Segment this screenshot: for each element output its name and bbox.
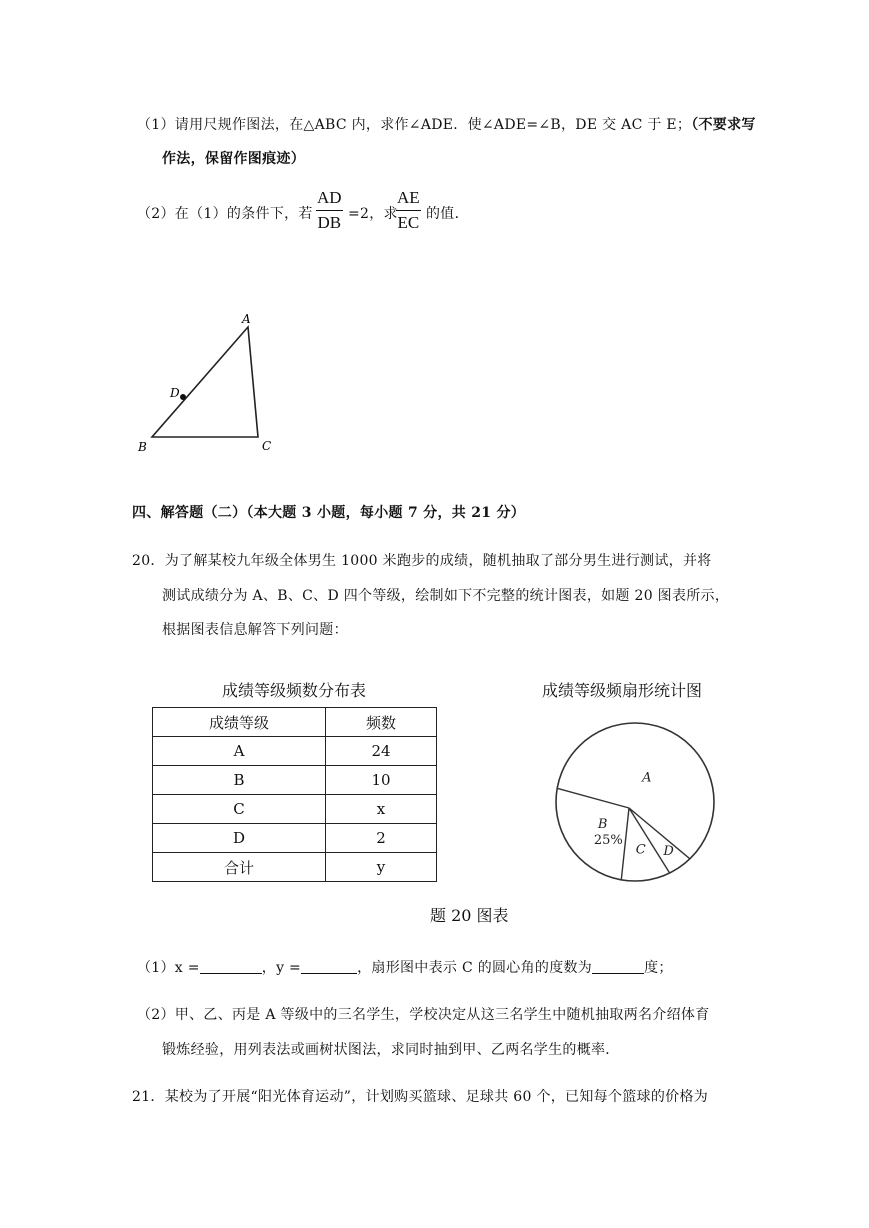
pie-slice-c bbox=[629, 808, 670, 873]
table-row bbox=[153, 853, 437, 882]
section-heading: 四、解答题（二）（本大题 3 小题，每小题 7 分，共 21 分） bbox=[132, 505, 526, 521]
sub1-text-x: （1）x = bbox=[137, 960, 200, 976]
fraction-numerator: AD bbox=[316, 188, 343, 211]
q19-part1-note: （不要求写 bbox=[691, 117, 756, 133]
label-c: C bbox=[262, 439, 272, 453]
table-row bbox=[153, 737, 437, 766]
q19-part2-mid: =2，求 bbox=[348, 206, 398, 222]
fraction-ae-ec bbox=[396, 188, 421, 233]
sub1-text-degree: 度； bbox=[644, 960, 673, 976]
pie-chart-title: 成绩等级频扇形统计图 bbox=[542, 681, 703, 700]
q19-part2-prefix: （2）在（1）的条件下，若 bbox=[137, 206, 313, 222]
pie-chart bbox=[550, 716, 720, 888]
pie-slice-a bbox=[557, 788, 629, 808]
frequency-table bbox=[152, 707, 437, 882]
table-cell: 24 bbox=[326, 737, 437, 766]
table-row bbox=[153, 766, 437, 795]
fraction-numerator: AE bbox=[396, 188, 421, 211]
table-row bbox=[153, 824, 437, 853]
point-d bbox=[180, 394, 186, 400]
table-cell: C bbox=[153, 795, 326, 824]
pie-label-a: A bbox=[642, 770, 652, 786]
label-d: D bbox=[170, 386, 180, 400]
pie-label-c: C bbox=[635, 842, 646, 858]
q20-line1: 20．为了解某校九年级全体男生 1000 米跑步的成绩，随机抽取了部分男生进行测试，并将 bbox=[132, 553, 712, 569]
answer-blank-angle[interactable] bbox=[592, 959, 644, 974]
q19-part1-line2: 作法，保留作图痕迹） bbox=[162, 151, 305, 167]
label-b: B bbox=[138, 440, 147, 454]
pie-label-percent: 25% bbox=[593, 832, 623, 848]
table-cell: D bbox=[153, 824, 326, 853]
q20-sub1 bbox=[137, 957, 673, 977]
q20-sub2-line1: （2）甲、乙、丙是 A 等级中的三名学生，学校决定从这三名学生中随机抽取两名介绍体育 bbox=[137, 1007, 710, 1023]
table-row bbox=[153, 795, 437, 824]
sub1-text-y: ，y = bbox=[261, 960, 302, 976]
figure-caption: 题 20 图表 bbox=[430, 906, 509, 925]
answer-blank-y[interactable] bbox=[301, 959, 357, 974]
pie-label-d: D bbox=[663, 844, 674, 860]
triangle-abc-figure bbox=[130, 305, 290, 465]
table-cell: 2 bbox=[326, 824, 437, 853]
q19-part1-line1 bbox=[137, 114, 756, 134]
q20-line2: 测试成绩分为 A、B、C、D 四个等级，绘制如下不完整的统计图表，如题 20 图表所示， bbox=[162, 588, 730, 604]
q19-part1-text: （1）请用尺规作图法，在△ABC 内，求作∠ADE．使∠ADE=∠B，DE 交 AC 于 E； bbox=[137, 117, 692, 133]
table-cell: 合计 bbox=[153, 853, 326, 882]
answer-blank-x[interactable] bbox=[200, 959, 262, 974]
table-cell: 10 bbox=[326, 766, 437, 795]
table-cell: B bbox=[153, 766, 326, 795]
fraction-denominator: DB bbox=[317, 213, 342, 232]
sub1-text-angle: ，扇形图中表示 C 的圆心角的度数为 bbox=[357, 960, 593, 976]
label-a: A bbox=[242, 312, 251, 326]
q20-sub2-line2: 锻炼经验，用列表法或画树状图法，求同时抽到甲、乙两名学生的概率． bbox=[162, 1042, 620, 1058]
table-header-cell: 成绩等级 bbox=[153, 708, 326, 737]
triangle-abc bbox=[152, 327, 258, 437]
q19-part2-suffix: 的值． bbox=[426, 206, 469, 222]
q20-line3: 根据图表信息解答下列问题： bbox=[162, 622, 348, 638]
table-header-cell: 频数 bbox=[326, 708, 437, 737]
table-title: 成绩等级频数分布表 bbox=[222, 681, 367, 700]
fraction-denominator: EC bbox=[397, 213, 420, 232]
q21-line1: 21．某校为了开展“阳光体育运动”，计划购买篮球、足球共 60 个，已知每个篮球的价格为 bbox=[132, 1089, 709, 1105]
table-cell: x bbox=[326, 795, 437, 824]
table-header-row bbox=[153, 708, 437, 737]
pie-label-b: B bbox=[597, 816, 608, 832]
fraction-ad-db bbox=[316, 188, 343, 233]
table-cell: y bbox=[326, 853, 437, 882]
table-cell: A bbox=[153, 737, 326, 766]
